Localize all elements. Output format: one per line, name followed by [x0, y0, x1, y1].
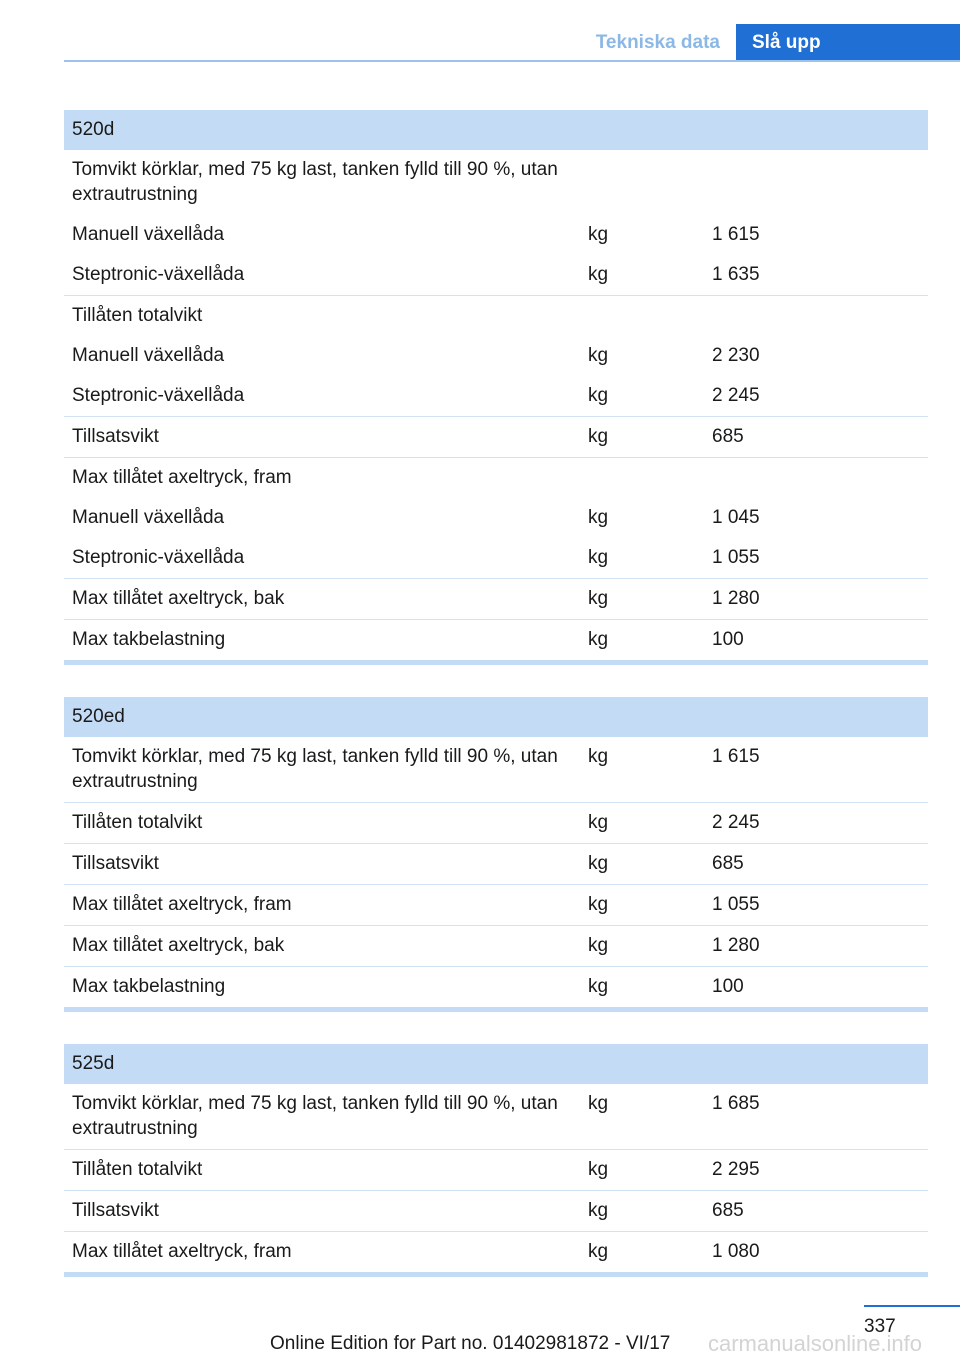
row-value: 1 635: [712, 264, 760, 285]
row-unit: kg: [588, 894, 609, 915]
row-label: Max tillåtet axeltryck, bak: [72, 935, 285, 956]
row-unit: kg: [588, 1241, 609, 1262]
table-row: [64, 1232, 928, 1272]
table-model-header: 520d: [64, 110, 928, 150]
table-row: [64, 458, 928, 498]
row-label: Manuell växellåda: [72, 345, 225, 366]
row-value: 1 055: [712, 547, 760, 568]
section-tab[interactable]: Tekniska data: [595, 32, 720, 53]
row-unit: [582, 157, 712, 207]
table-row: [64, 296, 928, 336]
row-unit: kg: [588, 1200, 609, 1221]
row-label: Max takbelastning: [72, 976, 226, 997]
row-label: Max tillåtet axeltryck, fram: [72, 894, 292, 915]
table-bottom-rule: [64, 660, 928, 665]
row-label: Steptronic-växellåda: [72, 264, 245, 285]
table-row: [64, 336, 928, 376]
row-unit: kg: [588, 224, 609, 245]
row-value: 2 245: [712, 812, 760, 833]
row-label: Steptronic-växellåda: [72, 385, 245, 406]
row-label: Max tillåtet axeltryck, fram: [72, 1241, 292, 1262]
row-value: 1 045: [712, 507, 760, 528]
table-bottom-rule: [64, 1272, 928, 1277]
table-row: [64, 498, 928, 538]
row-unit: kg: [588, 976, 609, 997]
row-label: Manuell växellåda: [72, 224, 225, 245]
row-label: Tillsatsvikt: [72, 1200, 159, 1221]
row-unit: [582, 303, 712, 328]
row-value: 1 080: [712, 1241, 760, 1262]
table-row: [64, 967, 928, 1007]
row-label: Tillåten totalvikt: [72, 305, 203, 326]
row-value: 2 230: [712, 345, 760, 366]
row-unit: kg: [588, 935, 609, 956]
header-divider: [64, 60, 960, 62]
table-row: [64, 215, 928, 255]
row-unit: kg: [588, 1159, 609, 1180]
table-row: [64, 1150, 928, 1191]
row-value: 100: [712, 629, 744, 650]
table-row: [64, 376, 928, 417]
row-label: Tillsatsvikt: [72, 853, 159, 874]
row-value: 1 685: [712, 1093, 760, 1114]
row-label: Tomvikt körklar, med 75 kg last, tanken fylld till 90 %, utan extrautrustning: [72, 1093, 558, 1139]
page-header: [64, 24, 960, 62]
spec-table: [64, 1044, 928, 1277]
row-value: [712, 465, 928, 490]
row-unit: kg: [588, 507, 609, 528]
row-unit: kg: [588, 385, 609, 406]
row-label: Tillåten totalvikt: [72, 812, 203, 833]
row-value: 100: [712, 976, 744, 997]
chapter-tab[interactable]: Slå upp: [736, 24, 960, 62]
row-value: [712, 157, 928, 207]
row-label: Manuell växellåda: [72, 507, 225, 528]
row-value: 1 280: [712, 935, 760, 956]
row-label: Max tillåtet axeltryck, fram: [72, 467, 292, 488]
row-unit: kg: [588, 853, 609, 874]
row-value: [712, 303, 928, 328]
row-value: 2 295: [712, 1159, 760, 1180]
row-label: Tomvikt körklar, med 75 kg last, tanken fylld till 90 %, utan extrautrustning: [72, 746, 558, 792]
row-unit: kg: [588, 588, 609, 609]
spec-tables: [64, 110, 928, 1309]
page-number: 337: [864, 1316, 896, 1337]
row-value: 1 280: [712, 588, 760, 609]
row-unit: kg: [588, 746, 609, 767]
row-label: Max takbelastning: [72, 629, 226, 650]
table-row: [64, 737, 928, 803]
row-label: Max tillåtet axeltryck, bak: [72, 588, 285, 609]
row-unit: [582, 465, 712, 490]
row-value: 685: [712, 853, 744, 874]
table-row: [64, 803, 928, 844]
row-label: Tillåten totalvikt: [72, 1159, 203, 1180]
table-row: [64, 417, 928, 458]
spec-table: [64, 110, 928, 665]
row-unit: kg: [588, 1093, 609, 1114]
table-row: [64, 1191, 928, 1232]
table-row: [64, 1084, 928, 1150]
table-row: [64, 885, 928, 926]
table-row: [64, 579, 928, 620]
row-value: 685: [712, 426, 744, 447]
row-value: 685: [712, 1200, 744, 1221]
footer-divider: [864, 1305, 960, 1307]
row-unit: kg: [588, 264, 609, 285]
row-value: 1 615: [712, 224, 760, 245]
row-unit: kg: [588, 547, 609, 568]
row-label: Tillsatsvikt: [72, 426, 159, 447]
row-unit: kg: [588, 426, 609, 447]
row-value: 2 245: [712, 385, 760, 406]
table-row: [64, 926, 928, 967]
row-label: Steptronic-växellåda: [72, 547, 245, 568]
table-row: [64, 255, 928, 296]
table-bottom-rule: [64, 1007, 928, 1012]
table-model-header: 520ed: [64, 697, 928, 737]
table-row: [64, 844, 928, 885]
row-unit: kg: [588, 812, 609, 833]
table-model-header: 525d: [64, 1044, 928, 1084]
spec-table: [64, 697, 928, 1012]
row-label: Tomvikt körklar, med 75 kg last, tanken fylld till 90 %, utan extrautrustning: [72, 159, 558, 205]
row-value: 1 615: [712, 746, 760, 767]
watermark: carmanualsonline.info: [708, 1331, 923, 1356]
edition-note: Online Edition for Part no. 01402981872 - VI/17: [270, 1333, 671, 1354]
row-unit: kg: [588, 345, 609, 366]
table-row: [64, 150, 928, 215]
table-row: [64, 538, 928, 579]
row-unit: kg: [588, 629, 609, 650]
table-row: [64, 620, 928, 660]
row-value: 1 055: [712, 894, 760, 915]
